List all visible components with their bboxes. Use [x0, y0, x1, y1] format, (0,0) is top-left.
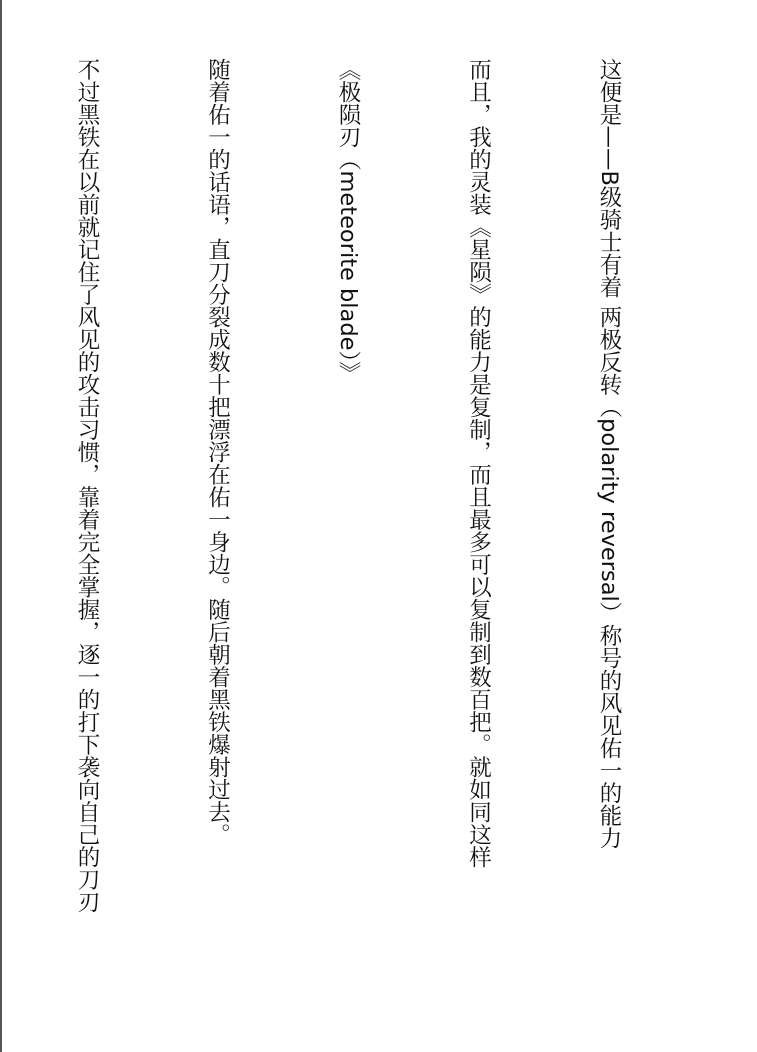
text-line: 随着佑一的话语，直刀分裂成数十把漂浮在佑一身边。随后朝着黑铁爆射过去。	[204, 58, 231, 846]
vertical-text-body	[0, 58, 717, 1018]
text-line: 这便是——B级骑士有着 两极反转（polarity reversal）称号的风见佑一的能力	[596, 58, 622, 850]
text-line: 《极陨刃（meteorite blade）》	[335, 58, 361, 385]
text-line: 而且，我的灵装《星陨》的能力是复制，而且最多可以复制到数百把。就如同这样	[465, 58, 492, 868]
text-line: 不过黑铁在以前就记住了风见的攻击习惯，靠着完全掌握，逐一的打下袭向自己的刀刃	[74, 58, 100, 913]
